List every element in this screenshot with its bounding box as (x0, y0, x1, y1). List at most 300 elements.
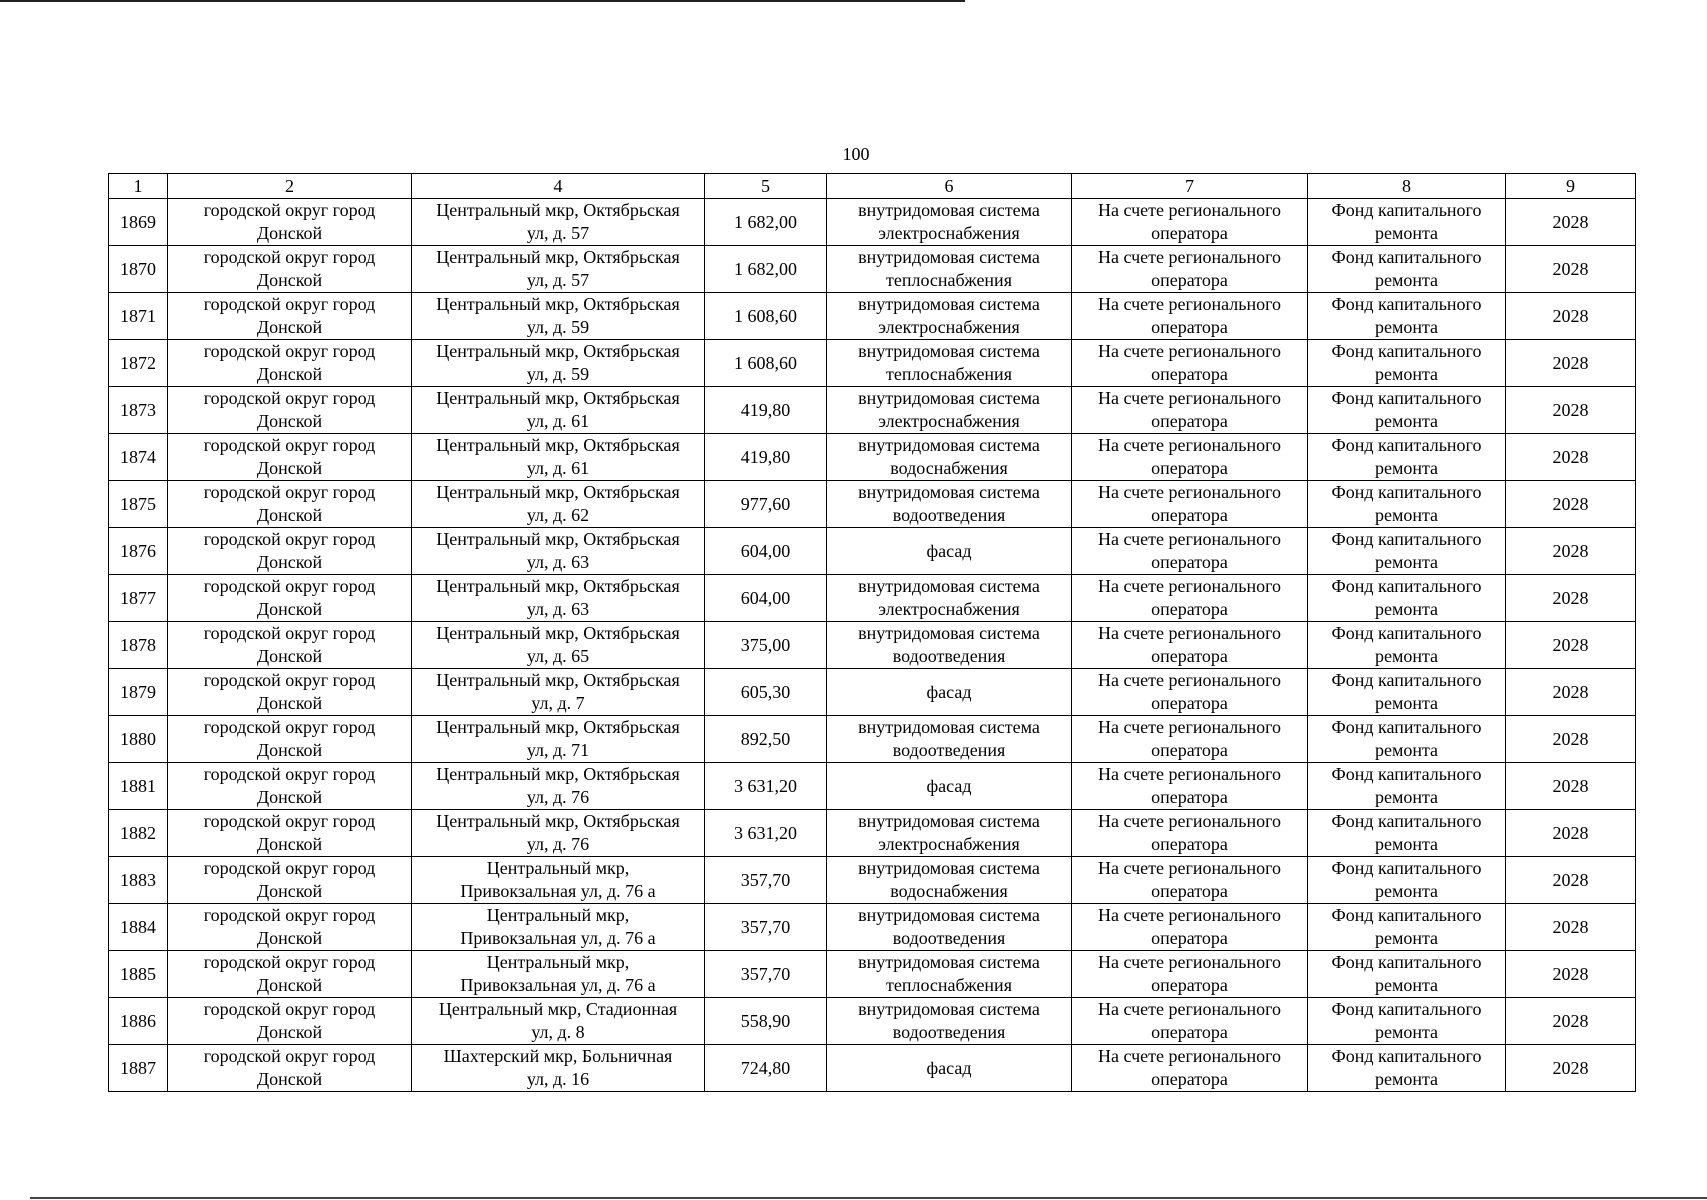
row-number-cell: 1873 (109, 387, 168, 434)
year-cell: 2028 (1506, 998, 1636, 1045)
fund-account-line: оператора (1151, 1022, 1228, 1042)
year-cell: 2028 (1506, 293, 1636, 340)
address-cell (412, 293, 705, 340)
funding-source-line: Фонд капитального (1331, 811, 1482, 831)
address-line: ул, д. 76 (526, 787, 590, 807)
column-header: 5 (705, 174, 827, 199)
address-line: ул, д. 59 (526, 364, 590, 384)
area-cell: 419,80 (705, 387, 827, 434)
address-cell (412, 1045, 705, 1092)
address-line: ул, д. 8 (531, 1022, 585, 1042)
funding-source-line: ремонта (1374, 317, 1439, 337)
address-line: Привокзальная ул, д. 76 а (460, 881, 656, 901)
address-line: ул, д. 16 (526, 1069, 590, 1089)
funding-source-line: Фонд капитального (1331, 482, 1482, 502)
table-row (109, 810, 1636, 857)
municipality-cell (168, 246, 412, 293)
fund-account-cell (1072, 904, 1308, 951)
fund-account-line: На счете регионального (1097, 576, 1282, 596)
municipality-cell (168, 622, 412, 669)
funding-source-cell (1308, 293, 1506, 340)
work-type-cell (827, 528, 1072, 575)
fund-account-cell (1072, 763, 1308, 810)
row-number-cell: 1871 (109, 293, 168, 340)
work-type-line: внутридомовая система (858, 247, 1040, 267)
fund-account-line: На счете регионального (1097, 294, 1282, 314)
address-line: ул, д. 62 (526, 505, 590, 525)
address-line: ул, д. 63 (526, 599, 590, 619)
municipality-line: Донской (256, 317, 323, 337)
table-row (109, 528, 1636, 575)
address-line: Центральный мкр, Октябрьская (436, 529, 680, 549)
year-cell: 2028 (1506, 1045, 1636, 1092)
row-number-cell: 1881 (109, 763, 168, 810)
work-type-line: фасад (926, 681, 972, 702)
year-cell: 2028 (1506, 857, 1636, 904)
fund-account-line: оператора (1151, 364, 1228, 384)
work-type-cell (827, 434, 1072, 481)
year-cell: 2028 (1506, 951, 1636, 998)
funding-source-line: ремонта (1374, 552, 1439, 572)
row-number-cell: 1882 (109, 810, 168, 857)
address-line: Центральный мкр, (486, 858, 630, 878)
fund-account-line: оператора (1151, 223, 1228, 243)
funding-source-cell (1308, 434, 1506, 481)
fund-account-cell (1072, 246, 1308, 293)
municipality-line: Донской (256, 364, 323, 384)
address-cell (412, 904, 705, 951)
address-cell (412, 199, 705, 246)
work-type-cell (827, 340, 1072, 387)
funding-source-line: Фонд капитального (1331, 341, 1482, 361)
funding-source-line: ремонта (1374, 270, 1439, 290)
municipality-line: Донской (256, 975, 323, 995)
fund-account-cell (1072, 575, 1308, 622)
address-line: ул, д. 7 (531, 693, 585, 713)
municipality-line: городской округ город (203, 764, 376, 784)
address-line: Центральный мкр, Октябрьская (436, 717, 680, 737)
area-cell: 1 608,60 (705, 340, 827, 387)
row-number-cell: 1879 (109, 669, 168, 716)
address-cell (412, 951, 705, 998)
address-line: Центральный мкр, Октябрьская (436, 576, 680, 596)
funding-source-line: Фонд капитального (1331, 576, 1482, 596)
fund-account-line: оператора (1151, 881, 1228, 901)
fund-account-line: оператора (1151, 928, 1228, 948)
fund-account-cell (1072, 387, 1308, 434)
work-type-line: внутридомовая система (858, 999, 1040, 1019)
work-type-line: внутридомовая система (858, 623, 1040, 643)
table-row (109, 293, 1636, 340)
address-cell (412, 387, 705, 434)
address-cell (412, 434, 705, 481)
fund-account-line: оператора (1151, 834, 1228, 854)
funding-source-line: ремонта (1374, 364, 1439, 384)
page-number: 100 (842, 144, 870, 164)
fund-account-line: На счете регионального (1097, 905, 1282, 925)
area-cell: 977,60 (705, 481, 827, 528)
work-type-line: водоотведения (892, 505, 1006, 525)
address-line: Привокзальная ул, д. 76 а (460, 975, 656, 995)
table-row (109, 481, 1636, 528)
funding-source-line: ремонта (1374, 975, 1439, 995)
fund-account-cell (1072, 669, 1308, 716)
municipality-cell (168, 763, 412, 810)
municipality-line: городской округ город (203, 811, 376, 831)
funding-source-cell (1308, 387, 1506, 434)
municipality-line: Донской (256, 1022, 323, 1042)
table-row (109, 998, 1636, 1045)
work-type-cell (827, 951, 1072, 998)
municipality-line: городской округ город (203, 858, 376, 878)
fund-account-line: На счете регионального (1097, 858, 1282, 878)
municipality-line: Донской (256, 411, 323, 431)
municipality-line: Донской (256, 834, 323, 854)
municipality-line: Донской (256, 458, 323, 478)
funding-source-cell (1308, 716, 1506, 763)
table-row (109, 669, 1636, 716)
work-type-cell (827, 387, 1072, 434)
column-header: 2 (168, 174, 412, 199)
column-header: 9 (1506, 174, 1636, 199)
municipality-line: городской округ город (203, 717, 376, 737)
funding-source-cell (1308, 763, 1506, 810)
address-line: ул, д. 63 (526, 552, 590, 572)
fund-account-cell (1072, 481, 1308, 528)
work-type-line: теплоснабжения (886, 364, 1012, 384)
funding-source-line: ремонта (1374, 928, 1439, 948)
funding-source-line: Фонд капитального (1331, 999, 1482, 1019)
municipality-line: городской округ город (203, 341, 376, 361)
column-header: 7 (1072, 174, 1308, 199)
work-type-line: внутридомовая система (858, 294, 1040, 314)
funding-source-line: Фонд капитального (1331, 623, 1482, 643)
table-row (109, 340, 1636, 387)
funding-source-line: Фонд капитального (1331, 670, 1482, 690)
area-cell: 604,00 (705, 528, 827, 575)
municipality-cell (168, 340, 412, 387)
area-cell: 892,50 (705, 716, 827, 763)
fund-account-line: На счете регионального (1097, 999, 1282, 1019)
work-type-line: внутридомовая система (858, 341, 1040, 361)
address-cell (412, 246, 705, 293)
fund-account-cell (1072, 528, 1308, 575)
address-line: ул, д. 59 (526, 317, 590, 337)
row-number-cell: 1872 (109, 340, 168, 387)
fund-account-line: На счете регионального (1097, 1046, 1282, 1066)
municipality-line: Донской (256, 552, 323, 572)
municipality-line: Донской (256, 223, 323, 243)
work-type-cell (827, 904, 1072, 951)
address-line: Центральный мкр, Октябрьская (436, 200, 680, 220)
funding-source-line: ремонта (1374, 411, 1439, 431)
municipality-line: Донской (256, 693, 323, 713)
work-type-line: фасад (926, 540, 972, 561)
funding-source-line: ремонта (1374, 646, 1439, 666)
funding-source-cell (1308, 810, 1506, 857)
fund-account-line: На счете регионального (1097, 764, 1282, 784)
fund-account-line: На счете регионального (1097, 670, 1282, 690)
work-type-cell (827, 857, 1072, 904)
municipality-line: городской округ город (203, 529, 376, 549)
year-cell: 2028 (1506, 481, 1636, 528)
row-number-cell: 1874 (109, 434, 168, 481)
municipality-line: городской округ город (203, 623, 376, 643)
funding-source-line: ремонта (1374, 693, 1439, 713)
fund-account-line: На счете регионального (1097, 811, 1282, 831)
municipality-line: Донской (256, 740, 323, 760)
table-row (109, 857, 1636, 904)
address-line: Центральный мкр, Октябрьская (436, 764, 680, 784)
fund-account-line: оператора (1151, 740, 1228, 760)
work-type-line: водоотведения (892, 740, 1006, 760)
fund-account-cell (1072, 951, 1308, 998)
work-type-cell (827, 199, 1072, 246)
municipality-line: городской округ город (203, 999, 376, 1019)
funding-source-line: Фонд капитального (1331, 1046, 1482, 1066)
work-type-line: внутридомовая система (858, 858, 1040, 878)
address-line: Центральный мкр, Октябрьская (436, 811, 680, 831)
table-row (109, 716, 1636, 763)
year-cell: 2028 (1506, 528, 1636, 575)
area-cell: 375,00 (705, 622, 827, 669)
year-cell: 2028 (1506, 622, 1636, 669)
municipality-cell (168, 716, 412, 763)
work-type-cell (827, 998, 1072, 1045)
address-line: Центральный мкр, Октябрьская (436, 341, 680, 361)
fund-account-line: оператора (1151, 1069, 1228, 1089)
funding-source-line: ремонта (1374, 1069, 1439, 1089)
municipality-line: Донской (256, 270, 323, 290)
address-line: Центральный мкр, Стадионная (438, 999, 678, 1019)
work-type-line: фасад (926, 1057, 972, 1078)
funding-source-line: ремонта (1374, 223, 1439, 243)
table-row (109, 246, 1636, 293)
municipality-cell (168, 528, 412, 575)
address-cell (412, 575, 705, 622)
row-number-cell: 1886 (109, 998, 168, 1045)
fund-account-line: На счете регионального (1097, 200, 1282, 220)
address-cell (412, 998, 705, 1045)
scan-edge-bottom (30, 1197, 1707, 1199)
address-line: ул, д. 57 (526, 223, 590, 243)
work-type-cell (827, 716, 1072, 763)
work-type-line: электроснабжения (878, 411, 1020, 431)
municipality-cell (168, 998, 412, 1045)
address-cell (412, 622, 705, 669)
work-type-line: теплоснабжения (886, 270, 1012, 290)
funding-source-line: Фонд капитального (1331, 952, 1482, 972)
address-line: Центральный мкр, Октябрьская (436, 294, 680, 314)
work-type-line: внутридомовая система (858, 200, 1040, 220)
work-type-cell (827, 810, 1072, 857)
address-line: Центральный мкр, Октябрьская (436, 388, 680, 408)
area-cell: 357,70 (705, 857, 827, 904)
fund-account-cell (1072, 340, 1308, 387)
work-type-line: внутридомовая система (858, 388, 1040, 408)
municipality-line: городской округ город (203, 952, 376, 972)
work-type-line: внутридомовая система (858, 435, 1040, 455)
year-cell: 2028 (1506, 199, 1636, 246)
funding-source-line: Фонд капитального (1331, 435, 1482, 455)
address-line: Центральный мкр, Октябрьская (436, 623, 680, 643)
work-type-cell (827, 246, 1072, 293)
fund-account-cell (1072, 434, 1308, 481)
year-cell: 2028 (1506, 246, 1636, 293)
funding-source-line: Фонд капитального (1331, 858, 1482, 878)
municipality-cell (168, 951, 412, 998)
municipality-line: Донской (256, 505, 323, 525)
address-cell (412, 857, 705, 904)
municipality-line: Донской (256, 881, 323, 901)
work-type-line: внутридомовая система (858, 717, 1040, 737)
municipality-cell (168, 1045, 412, 1092)
area-cell: 357,70 (705, 904, 827, 951)
work-type-line: электроснабжения (878, 223, 1020, 243)
municipality-cell (168, 904, 412, 951)
fund-account-cell (1072, 998, 1308, 1045)
area-cell: 1 608,60 (705, 293, 827, 340)
funding-source-cell (1308, 669, 1506, 716)
area-cell: 605,30 (705, 669, 827, 716)
fund-account-line: На счете регионального (1097, 717, 1282, 737)
municipality-cell (168, 857, 412, 904)
year-cell: 2028 (1506, 575, 1636, 622)
funding-source-line: ремонта (1374, 458, 1439, 478)
funding-source-cell (1308, 246, 1506, 293)
municipality-cell (168, 669, 412, 716)
address-line: ул, д. 71 (526, 740, 590, 760)
table-row (109, 763, 1636, 810)
address-line: ул, д. 76 (526, 834, 590, 854)
column-header: 4 (412, 174, 705, 199)
year-cell: 2028 (1506, 387, 1636, 434)
funding-source-cell (1308, 199, 1506, 246)
year-cell: 2028 (1506, 340, 1636, 387)
fund-account-line: оператора (1151, 411, 1228, 431)
work-type-line: фасад (926, 775, 972, 796)
address-cell (412, 810, 705, 857)
fund-account-cell (1072, 293, 1308, 340)
area-cell: 1 682,00 (705, 246, 827, 293)
address-line: ул, д. 57 (526, 270, 590, 290)
fund-account-line: оператора (1151, 270, 1228, 290)
address-line: Центральный мкр, Октябрьская (436, 670, 680, 690)
year-cell: 2028 (1506, 810, 1636, 857)
work-type-cell (827, 763, 1072, 810)
year-cell: 2028 (1506, 434, 1636, 481)
work-type-line: электроснабжения (878, 599, 1020, 619)
year-cell: 2028 (1506, 763, 1636, 810)
address-line: Центральный мкр, Октябрьская (436, 435, 680, 455)
fund-account-line: На счете регионального (1097, 482, 1282, 502)
funding-source-line: ремонта (1374, 834, 1439, 854)
address-line: ул, д. 61 (526, 458, 590, 478)
fund-account-line: На счете регионального (1097, 952, 1282, 972)
row-number-cell: 1875 (109, 481, 168, 528)
work-type-line: водоотведения (892, 1022, 1006, 1042)
work-type-line: водоснабжения (890, 458, 1008, 478)
fund-account-line: оператора (1151, 505, 1228, 525)
year-cell: 2028 (1506, 716, 1636, 763)
funding-source-cell (1308, 951, 1506, 998)
work-type-line: водоотведения (892, 928, 1006, 948)
work-type-line: водоснабжения (890, 881, 1008, 901)
table-body (109, 199, 1636, 1092)
address-cell (412, 528, 705, 575)
funding-source-cell (1308, 481, 1506, 528)
municipality-line: городской округ город (203, 435, 376, 455)
scan-edge-top (0, 0, 965, 2)
address-cell (412, 763, 705, 810)
address-line: Центральный мкр, (486, 952, 630, 972)
funding-source-line: Фонд капитального (1331, 388, 1482, 408)
fund-account-cell (1072, 716, 1308, 763)
address-line: Центральный мкр, Октябрьская (436, 247, 680, 267)
funding-source-cell (1308, 575, 1506, 622)
address-line: Привокзальная ул, д. 76 а (460, 928, 656, 948)
table-row (109, 434, 1636, 481)
fund-account-cell (1072, 857, 1308, 904)
fund-account-line: На счете регионального (1097, 341, 1282, 361)
work-type-cell (827, 575, 1072, 622)
funding-source-line: ремонта (1374, 505, 1439, 525)
table-row (109, 1045, 1636, 1092)
fund-account-line: На счете регионального (1097, 623, 1282, 643)
table-row (109, 622, 1636, 669)
work-type-cell (827, 669, 1072, 716)
municipality-line: Донской (256, 928, 323, 948)
funding-source-line: Фонд капитального (1331, 200, 1482, 220)
municipality-line: Донской (256, 599, 323, 619)
funding-source-cell (1308, 528, 1506, 575)
funding-source-line: Фонд капитального (1331, 905, 1482, 925)
fund-account-cell (1072, 1045, 1308, 1092)
year-cell: 2028 (1506, 904, 1636, 951)
address-cell (412, 340, 705, 387)
address-cell (412, 481, 705, 528)
table-header-row (109, 174, 1636, 199)
funding-source-line: ремонта (1374, 599, 1439, 619)
municipality-cell (168, 293, 412, 340)
fund-account-line: оператора (1151, 458, 1228, 478)
fund-account-line: оператора (1151, 787, 1228, 807)
row-number-cell: 1884 (109, 904, 168, 951)
municipality-line: Донской (256, 787, 323, 807)
funding-source-cell (1308, 857, 1506, 904)
fund-account-line: оператора (1151, 975, 1228, 995)
municipality-cell (168, 387, 412, 434)
municipality-line: Донской (256, 646, 323, 666)
table-row (109, 387, 1636, 434)
work-type-line: внутридомовая система (858, 952, 1040, 972)
fund-account-line: оператора (1151, 552, 1228, 572)
municipality-line: городской округ город (203, 200, 376, 220)
funding-source-line: ремонта (1374, 1022, 1439, 1042)
column-header: 6 (827, 174, 1072, 199)
work-type-cell (827, 293, 1072, 340)
address-line: Центральный мкр, (486, 905, 630, 925)
municipality-line: городской округ город (203, 905, 376, 925)
municipality-cell (168, 575, 412, 622)
work-type-line: электроснабжения (878, 834, 1020, 854)
fund-account-line: оператора (1151, 646, 1228, 666)
table-row (109, 199, 1636, 246)
row-number-cell: 1887 (109, 1045, 168, 1092)
table-row (109, 951, 1636, 998)
municipality-line: городской округ город (203, 670, 376, 690)
municipality-line: городской округ город (203, 247, 376, 267)
